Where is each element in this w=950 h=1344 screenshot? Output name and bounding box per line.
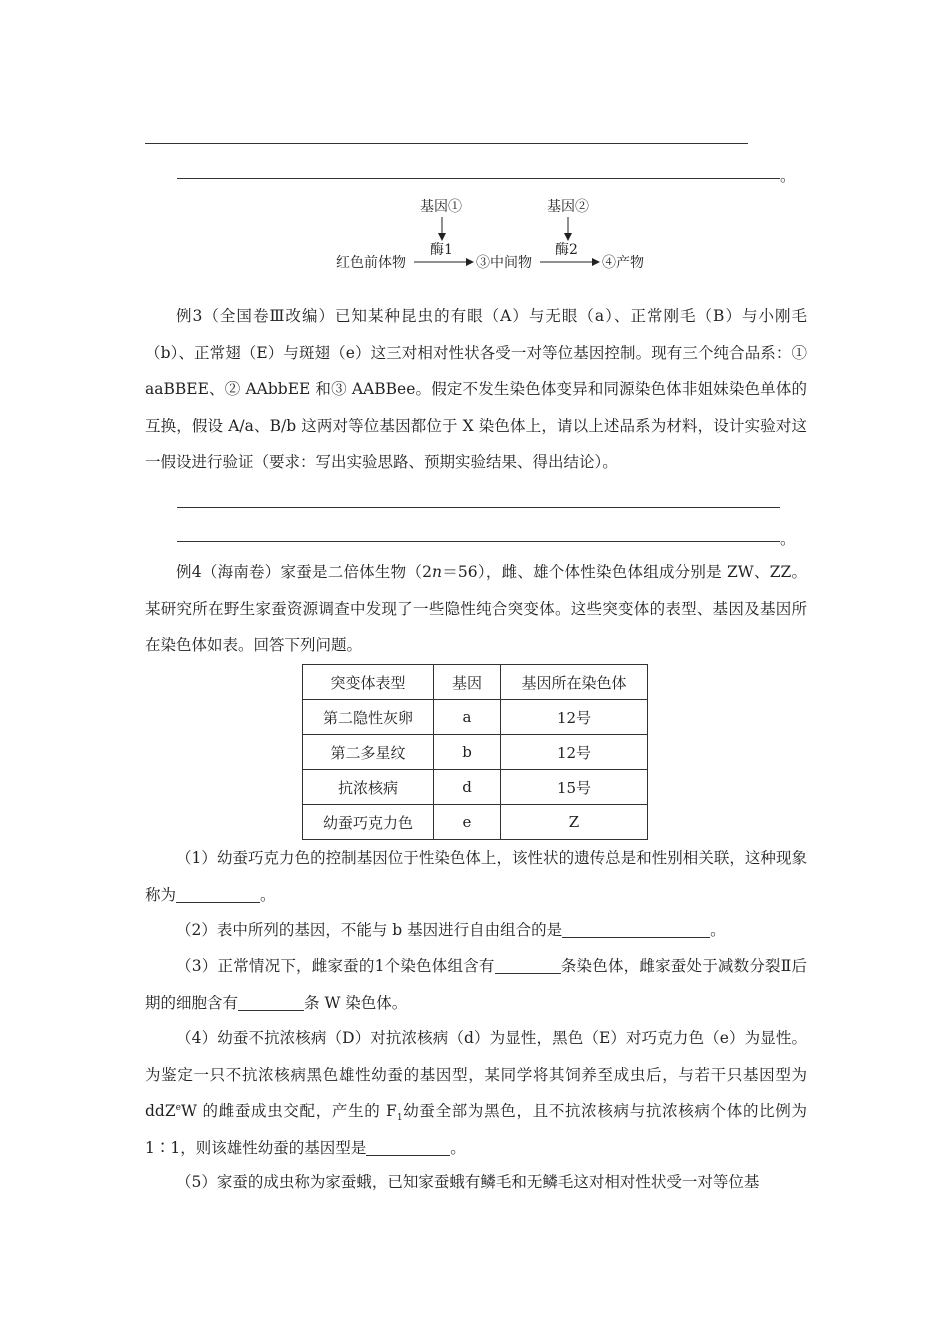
- table-cell: 12号: [501, 735, 648, 770]
- question-3-blank-2[interactable]: [238, 993, 304, 1011]
- question-4-text-c: 幼蚕全部为黑色，且不抗浓核病与抗浓核病个体的比例为 1∶1，则该雄性幼蚕的基因型是: [145, 1102, 807, 1157]
- example4-source: （海南卷）: [201, 563, 281, 581]
- example3-end-mark: 。: [780, 530, 796, 548]
- question-3-text-b: 条染色体，雌家蚕处于减数分裂Ⅱ后期的细胞含有: [145, 957, 807, 1012]
- question-4-blank[interactable]: [366, 1138, 450, 1156]
- table-row: [303, 700, 648, 735]
- table-cell: e: [434, 805, 501, 840]
- table-cell: 抗浓核病: [303, 770, 434, 805]
- question-1-text: （1）幼蚕巧克力色的控制基因位于性染色体上，该性状的遗传总是和性别相关联，这种现象称为: [145, 849, 807, 904]
- question-4-superscript: e: [175, 1102, 181, 1113]
- example3-paragraph: [145, 298, 807, 481]
- table-cell: b: [434, 735, 501, 770]
- example4-label: 例4: [176, 563, 202, 581]
- intermediate-label: ③中间物: [476, 255, 532, 271]
- question-3-blank-1[interactable]: [495, 956, 561, 974]
- product-label: ④产物: [602, 255, 644, 271]
- table-cell: d: [434, 770, 501, 805]
- example4-text-n: n: [431, 563, 442, 581]
- question-4: [145, 1020, 807, 1166]
- gene1-label: 基因①: [420, 199, 462, 215]
- example3-answer-line-2: [177, 541, 780, 542]
- question-4-text-b: W 的雌蚕成虫交配，产生的 F: [180, 1102, 397, 1120]
- question-2: [145, 912, 807, 949]
- pathway-diagram: [0, 190, 950, 280]
- question-1-end: 。: [260, 885, 276, 904]
- example3-label: 例3: [176, 307, 203, 325]
- gene2-label: 基因②: [547, 199, 589, 215]
- question-2-blank[interactable]: [562, 920, 710, 938]
- example3-answer-line-1: [177, 507, 780, 508]
- question-1-blank[interactable]: [176, 885, 260, 903]
- table-cell: 15号: [501, 770, 648, 805]
- table-row: [303, 770, 648, 805]
- question-5-text: （5）家蚕的成虫称为家蚕蛾，已知家蚕蛾有鳞毛和无鳞毛这对相对性状受一对等位基: [176, 1173, 760, 1191]
- table-cell: 幼蚕巧克力色: [303, 805, 434, 840]
- table-cell: a: [434, 700, 501, 735]
- example3-text: 已知某种昆虫的有眼（A）与无眼（a）、正常刚毛（B）与小刚毛（b）、正常翅（E）与斑翅（e）这三对相对性状各受一对等位基因控制。现有三个纯合品系：① aaBBEE、② AAbbEE 和③ AABBee。假定不发生染色体变异和同源染色体非姐妹染色单体的互换，假设 A/a、B/b 这两对等位基因都位于 X 染色体上，请以上述品系为材料，设计实验对这一假设进行验证（要求：写出实验思路、预期实验结果、得出结论）。: [145, 307, 808, 471]
- question-2-end: 。: [710, 921, 726, 939]
- example3-source: （全国卷Ⅲ改编）: [202, 307, 335, 325]
- question-3-text-c: 条 W 染色体。: [304, 993, 408, 1012]
- answer-line-end-mark: 。: [780, 167, 796, 185]
- table-row: [303, 805, 648, 840]
- table-cell: 第二多星纹: [303, 735, 434, 770]
- mutant-table: [302, 664, 648, 840]
- precursor-label: 红色前体物: [336, 255, 406, 271]
- question-1: [145, 840, 807, 913]
- question-3-text-a: （3）正常情况下，雌家蚕的1个染色体组含有: [176, 957, 495, 975]
- answer-line-1: [145, 143, 748, 144]
- table-cell: Z: [501, 805, 648, 840]
- enzyme1-label: 酶1: [430, 242, 453, 258]
- question-4-subscript: 1: [396, 1113, 403, 1124]
- question-4-text-a: （4）幼蚕不抗浓核病（D）对抗浓核病（d）为显性，黑色（E）对巧克力色（e）为显性。为鉴定一只不抗浓核病黑色雄性幼蚕的基因型，某同学将其饲养至成虫后，与若干只基因型为 ddZ: [145, 1029, 807, 1120]
- table-header-row: [303, 665, 648, 700]
- question-4-end: 。: [450, 1138, 466, 1157]
- question-3: [145, 948, 807, 1021]
- table-header-chromosome: 基因所在染色体: [501, 665, 648, 700]
- table-cell: 12号: [501, 700, 648, 735]
- question-2-text: （2）表中所列的基因，不能与 b 基因进行自由组合的是: [176, 921, 563, 939]
- example4-text-b: ＝56），雌、雄个体性染色体组成分别是 ZW、ZZ。某研究所在野生家蚕资源调查中发现了一些隐性纯合突变体。这些突变体的表型、基因及基因所在染色体如表。回答下列问题。: [145, 563, 807, 654]
- enzyme2-label: 酶2: [555, 242, 578, 258]
- table-header-gene: 基因: [434, 665, 501, 700]
- table-header-phenotype: 突变体表型: [303, 665, 434, 700]
- table-row: [303, 735, 648, 770]
- example4-paragraph: [145, 554, 807, 664]
- answer-line-2: [177, 178, 780, 179]
- example4-text-a: 家蚕是二倍体生物（2: [280, 563, 432, 581]
- pathway-diagram-svg: [0, 190, 950, 280]
- question-5: [145, 1164, 807, 1201]
- table-cell: 第二隐性灰卵: [303, 700, 434, 735]
